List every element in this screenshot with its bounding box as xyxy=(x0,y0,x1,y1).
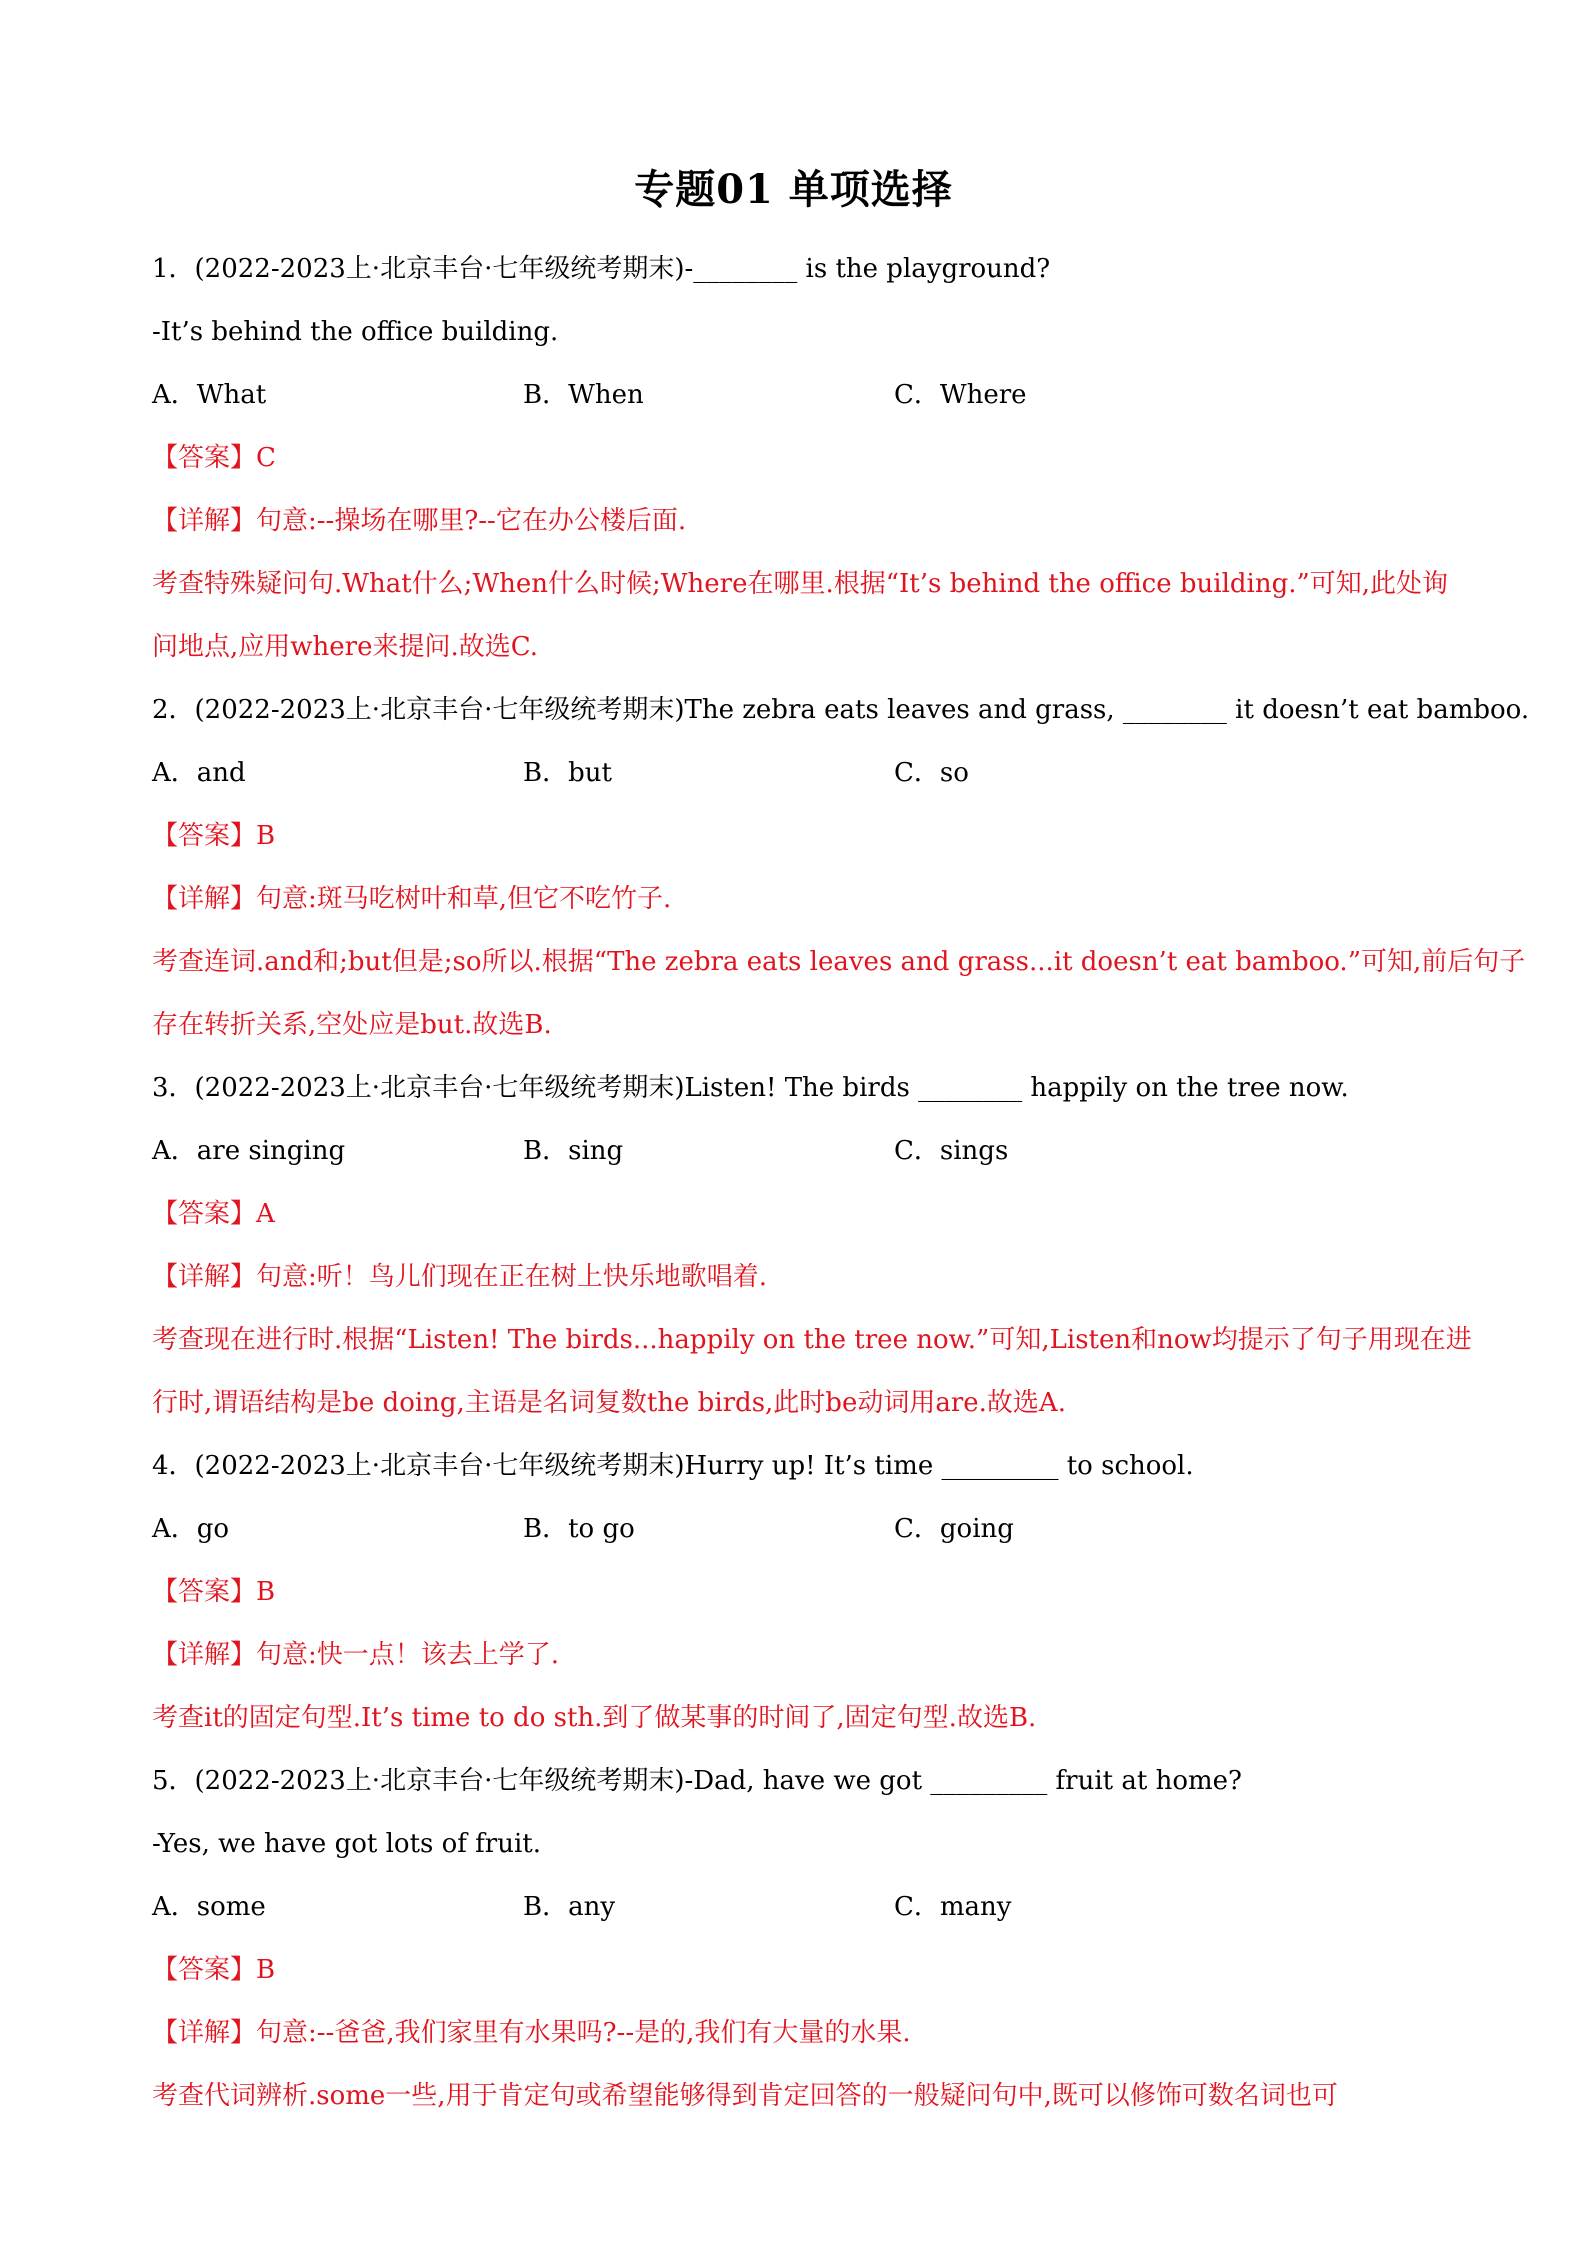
option-c: C．many xyxy=(894,1892,1012,1922)
analysis-line: 考查it的固定句型.It’s time to do sth.到了做某事的时间了,固定句型.故选B. xyxy=(152,1703,1037,1733)
question-2 xyxy=(152,679,1530,1057)
analysis-line: 考查代词辨析.some一些,用于肯定句或希望能够得到肯定回答的一般疑问句中,既可以修饰可数名词也可 xyxy=(152,2081,1338,2111)
option-row xyxy=(152,742,1452,805)
question-5 xyxy=(152,1750,1452,2128)
detail: 【详解】句意:听！鸟儿们现在正在树上快乐地歌唱着. xyxy=(152,1262,768,1292)
analysis-line: 存在转折关系,空处应是but.故选B. xyxy=(152,1010,552,1040)
option-c: C．going xyxy=(894,1514,1014,1544)
option-b: B．any xyxy=(523,1892,616,1922)
question-3 xyxy=(152,1057,1472,1435)
option-a: A．and xyxy=(152,758,246,788)
page-title: 专题01 单项选择 xyxy=(634,166,953,213)
question-stem: 4．(2022-2023上·北京丰台·七年级统考期末)Hurry up! It’s time _________ to school. xyxy=(152,1451,1194,1481)
analysis-line: 考查特殊疑问句.What什么;When什么时候;Where在哪里.根据“It’s behind the office building.”可知,此处询 xyxy=(152,569,1449,599)
question-stem: 3．(2022-2023上·北京丰台·七年级统考期末)Listen! The birds ________ happily on the tree now. xyxy=(152,1073,1349,1103)
option-b: B．sing xyxy=(523,1136,624,1166)
detail: 【详解】句意:--操场在哪里?--它在办公楼后面. xyxy=(152,506,687,536)
answer: 【答案】B xyxy=(152,821,276,851)
option-b: B．to go xyxy=(523,1514,635,1544)
question-stem-reply: -It’s behind the office building. xyxy=(152,317,559,347)
question-stem: 1．(2022-2023上·北京丰台·七年级统考期末)-________ is the playground? xyxy=(152,254,1051,284)
analysis-line: 考查连词.and和;but但是;so所以.根据“The zebra eats leaves and grass...it doesn’t eat bamboo.”可知,前后句子 xyxy=(152,947,1526,977)
analysis-line: 问地点,应用where来提问.故选C. xyxy=(152,632,538,662)
option-c: C．sings xyxy=(894,1136,1009,1166)
answer: 【答案】B xyxy=(152,1577,276,1607)
option-row xyxy=(152,1876,1452,1939)
option-a: A．go xyxy=(152,1514,230,1544)
option-c: C．Where xyxy=(894,380,1027,410)
analysis-line: 考查现在进行时.根据“Listen! The birds...happily on the tree now.”可知,Listen和now均提示了句子用现在进 xyxy=(152,1325,1472,1355)
option-a: A．some xyxy=(152,1892,266,1922)
option-row xyxy=(152,1498,1452,1561)
question-stem: 2．(2022-2023上·北京丰台·七年级统考期末)The zebra eats leaves and grass, ________ it doesn’t eat bamboo. xyxy=(152,695,1530,725)
question-stem: 5．(2022-2023上·北京丰台·七年级统考期末)-Dad, have we got _________ fruit at home? xyxy=(152,1766,1242,1796)
answer: 【答案】B xyxy=(152,1955,276,1985)
analysis-line: 行时,谓语结构是be doing,主语是名词复数the birds,此时be动词用are.故选A. xyxy=(152,1388,1066,1418)
detail: 【详解】句意:斑马吃树叶和草,但它不吃竹子. xyxy=(152,884,672,914)
option-row xyxy=(152,364,1452,427)
option-b: B．When xyxy=(523,380,644,410)
question-stem-reply: -Yes, we have got lots of fruit. xyxy=(152,1829,541,1859)
option-c: C．so xyxy=(894,758,969,788)
answer: 【答案】C xyxy=(152,443,276,473)
option-a: A．What xyxy=(152,380,267,410)
question-1 xyxy=(152,238,1452,679)
option-a: A．are singing xyxy=(152,1136,346,1166)
question-list xyxy=(152,238,1530,2128)
option-row xyxy=(152,1120,1452,1183)
option-b: B．but xyxy=(523,758,612,788)
detail: 【详解】句意:--爸爸,我们家里有水果吗?--是的,我们有大量的水果. xyxy=(152,2018,911,2048)
question-4 xyxy=(152,1435,1452,1750)
answer: 【答案】A xyxy=(152,1199,275,1229)
detail: 【详解】句意:快一点！该去上学了. xyxy=(152,1640,560,1670)
